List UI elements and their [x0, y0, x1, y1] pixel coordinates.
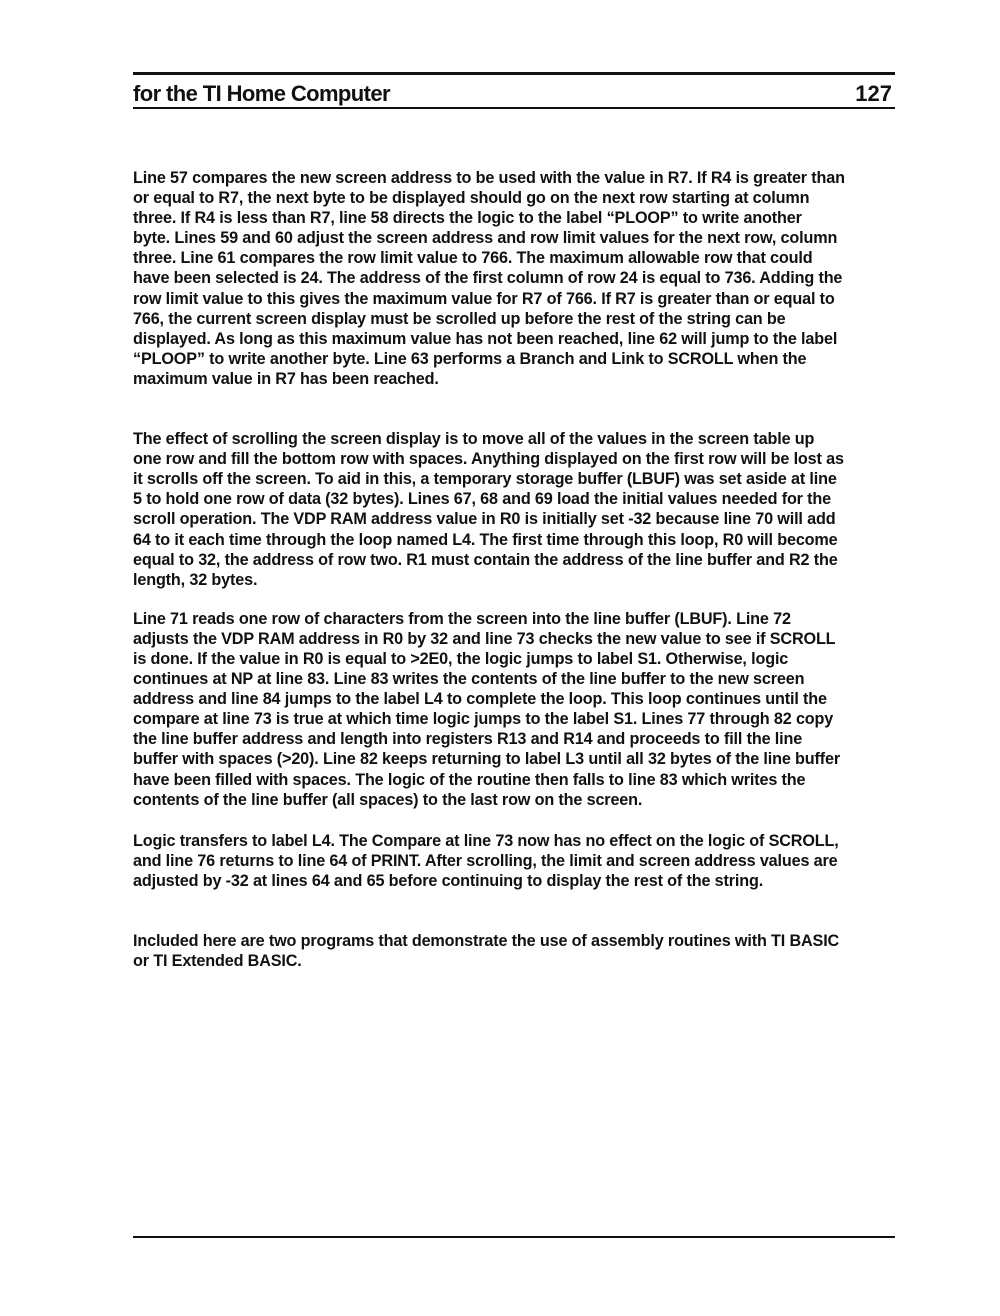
paragraph-line-57-explanation: Line 57 compares the new screen address to be used with the value in R7. If R4 is greater than or equal to R7, the next byte to be displayed should go on the next row starting at column three. If R4 is less than R7, line 58 directs the logic to the label “PLOOP” to write another byte. Lines 59 and 60 adjust the screen address and row limit values for the next row, column three. Line 61 compares the row limit value to 766. The maximum allowable row that could have been selected is 24. The address of the first column of row 24 is equal to 736. Adding the row limit value to this gives the maximum value for R7 of 766. If R7 is greater than or equal to 766, the current screen display must be scrolled up before the rest of the string can be displayed. As long as this maximum value has not been reached, line 62 will jump to the label “PLOOP” to write another byte. Line 63 performs a Branch and Link to SCROLL when the maximum value in R7 has been reached. — [133, 169, 845, 388]
header-top-rule — [133, 72, 895, 75]
header-title: for the TI Home Computer — [133, 81, 390, 106]
page-number: 127 — [855, 81, 892, 106]
running-header — [133, 80, 895, 110]
paragraph-line-71-explanation: Line 71 reads one row of characters from the screen into the line buffer (LBUF). Line 72 adjusts the VDP RAM address in R0 by 32 and line 73 checks the new value to see if SCROLL is done. If the value in R0 is equal to >2E0, the logic jumps to label S1. Otherwise, logic continues at NP at line 83. Line 83 writes the contents of the line buffer to the new screen address and line 84 jumps to the label L4 to complete the loop. This loop continues until the compare at line 73 is true at which time logic jumps to the label S1. Lines 77 through 82 copy the line buffer address and length into registers R13 and R14 and proceeds to fill the line buffer with spaces (>20). Line 82 keeps returning to label L3 until all 32 bytes of the line buffer have been filled with spaces. The logic of the routine then falls to line 83 which writes the contents of the line buffer (all spaces) to the last row on the screen. — [133, 609, 841, 809]
paragraph-included-programs: Included here are two programs that demonstrate the use of assembly routines with TI BASIC or TI Extended BASIC. — [133, 932, 840, 971]
body-text — [133, 168, 908, 971]
header-bottom-rule — [133, 107, 895, 109]
paragraph-logic-transfers: Logic transfers to label L4. The Compare at line 73 now has no effect on the logic of SCROLL, and line 76 returns to line 64 of PRINT. After scrolling, the limit and screen address values are adjusted by -32 at lines 64 and 65 before continuing to display the rest of the string. — [133, 831, 839, 890]
paragraph-scrolling-effect: The effect of scrolling the screen display is to move all of the values in the screen table up one row and fill the bottom row with spaces. Anything displayed on the first row will be lost as it scrolls off the screen. To aid in this, a temporary storage buffer (LBUF) was set aside at line 5 to hold one row of data (32 bytes). Lines 67, 68 and 69 load the initial values needed for the scroll operation. The VDP RAM address value in R0 is initially set -32 because line 70 will add 64 to it each time through the loop named L4. The first time through this loop, R0 will become equal to 32, the address of row two. R1 must contain the address of the line buffer and R2 the length, 32 bytes. — [133, 430, 844, 589]
footer-rule — [133, 1236, 895, 1238]
